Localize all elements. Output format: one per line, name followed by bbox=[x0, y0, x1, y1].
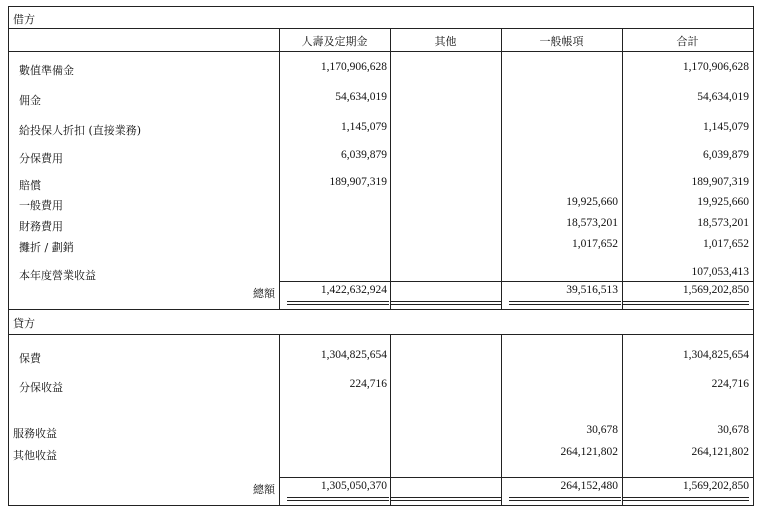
credit-double-rule bbox=[623, 497, 749, 501]
row-label: 本年度營業收益 bbox=[19, 269, 96, 282]
total-general-account: 264,152,480 bbox=[560, 480, 618, 492]
cell-general-account: 1,017,652 bbox=[572, 238, 618, 250]
cell-general-account: 30,678 bbox=[586, 424, 618, 436]
cell-general-account: 18,573,201 bbox=[566, 217, 618, 229]
cell-life-annuity: 189,907,319 bbox=[329, 176, 387, 188]
total-life-annuity: 1,305,050,370 bbox=[320, 480, 387, 492]
row-label: 佣金 bbox=[19, 94, 41, 107]
cell-total: 30,678 bbox=[717, 424, 749, 436]
col-header-other: 其他 bbox=[434, 35, 457, 48]
cell-general-account: 19,925,660 bbox=[566, 196, 618, 208]
row-label: 賠償 bbox=[19, 179, 41, 192]
row-label: 保費 bbox=[19, 352, 41, 365]
debit-title-divider bbox=[9, 28, 753, 29]
row-label: 攤折 / 劃銷 bbox=[19, 241, 74, 254]
debit-double-rule bbox=[287, 301, 389, 305]
credit-title-divider bbox=[9, 334, 753, 335]
row-label: 一般費用 bbox=[19, 199, 63, 212]
row-label: 給投保人折扣 (直接業務) bbox=[19, 124, 142, 137]
total-sum: 1,569,202,850 bbox=[682, 284, 749, 296]
credit-section-title: 貸方 bbox=[13, 317, 35, 330]
credit-total-rule bbox=[279, 477, 753, 478]
row-label: 其他收益 bbox=[13, 449, 57, 462]
cell-total: 224,716 bbox=[711, 378, 749, 390]
total-label: 總額 bbox=[253, 483, 275, 496]
debit-total-rule bbox=[279, 281, 753, 282]
cell-life-annuity: 224,716 bbox=[349, 378, 387, 390]
header-divider bbox=[9, 51, 753, 52]
debit-section-title: 借方 bbox=[13, 13, 35, 26]
row-label: 分保收益 bbox=[19, 381, 63, 394]
debit-double-rule bbox=[391, 301, 501, 305]
credit-double-rule bbox=[509, 497, 621, 501]
cell-life-annuity: 54,634,019 bbox=[335, 91, 387, 103]
total-life-annuity: 1,422,632,924 bbox=[320, 284, 387, 296]
credit-col-line-2 bbox=[390, 334, 391, 505]
debit-col-line-3 bbox=[501, 28, 502, 309]
col-header-general-account: 一般帳項 bbox=[539, 35, 584, 48]
cell-life-annuity: 1,170,906,628 bbox=[320, 61, 387, 73]
row-label: 服務收益 bbox=[13, 427, 57, 440]
debit-col-line-2 bbox=[390, 28, 391, 309]
row-label: 分保費用 bbox=[19, 152, 63, 165]
cell-total: 189,907,319 bbox=[691, 176, 749, 188]
cell-total: 1,304,825,654 bbox=[682, 349, 749, 361]
statement-sheet bbox=[8, 6, 754, 506]
cell-total: 1,145,079 bbox=[703, 121, 749, 133]
cell-total: 1,170,906,628 bbox=[682, 61, 749, 73]
cell-life-annuity: 1,145,079 bbox=[341, 121, 387, 133]
cell-life-annuity: 1,304,825,654 bbox=[320, 349, 387, 361]
cell-total: 6,039,879 bbox=[703, 149, 749, 161]
credit-double-rule bbox=[287, 497, 389, 501]
debit-double-rule bbox=[623, 301, 749, 305]
row-label: 財務費用 bbox=[19, 220, 63, 233]
row-label: 數值準備金 bbox=[19, 64, 74, 77]
cell-total: 54,634,019 bbox=[697, 91, 749, 103]
total-sum: 1,569,202,850 bbox=[682, 480, 749, 492]
cell-life-annuity: 6,039,879 bbox=[341, 149, 387, 161]
cell-total: 19,925,660 bbox=[697, 196, 749, 208]
col-header-total: 合計 bbox=[676, 35, 699, 48]
col-header-life-annuity: 人壽及定期金 bbox=[301, 35, 368, 48]
cell-total: 264,121,802 bbox=[691, 446, 749, 458]
cell-total: 18,573,201 bbox=[697, 217, 749, 229]
total-general-account: 39,516,513 bbox=[566, 284, 618, 296]
cell-total: 1,017,652 bbox=[703, 238, 749, 250]
total-label: 總額 bbox=[253, 287, 275, 300]
cell-total: 107,053,413 bbox=[691, 266, 749, 278]
cell-general-account: 264,121,802 bbox=[560, 446, 618, 458]
credit-double-rule bbox=[391, 497, 501, 501]
section-divider bbox=[9, 309, 753, 310]
debit-double-rule bbox=[509, 301, 621, 305]
